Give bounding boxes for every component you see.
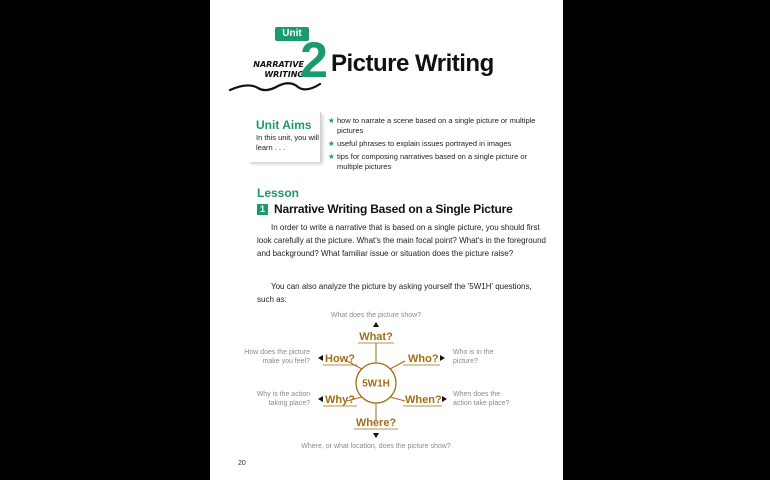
star-icon: ★: [328, 116, 335, 125]
lesson-paragraph-2: You can also analyze the picture by asking yourself the '5W1H' questions, such as:: [257, 282, 532, 304]
who-question-line-1: Who is in the: [453, 349, 494, 356]
aim-text: tips for composing narratives based on a single picture or multiple pictures: [337, 152, 528, 171]
what-label: What?: [359, 331, 393, 343]
arrow-left-icon: [318, 355, 323, 361]
when-question-line-2: action take place?: [453, 400, 510, 407]
genre-line-1: NARRATIVE: [253, 60, 304, 69]
center-label: 5W1H: [362, 378, 390, 390]
why-question-line-2: taking place?: [268, 400, 310, 407]
aim-item: [328, 152, 553, 172]
textbook-page: [210, 0, 563, 480]
unit-aims-box: [248, 112, 321, 162]
arrow-left-icon: [318, 396, 323, 402]
lesson-label: Lesson: [257, 186, 300, 200]
star-icon: ★: [328, 139, 335, 148]
how-label: How?: [325, 353, 355, 365]
why-question-line-1: Why is the action: [256, 391, 310, 398]
how-question-line-2: make you feel?: [262, 358, 310, 365]
star-icon: ★: [328, 152, 335, 161]
scribble-decoration: [228, 78, 328, 96]
page-number: 20: [238, 460, 246, 467]
unit-aims-subtitle: In this unit, you will learn . . .: [256, 133, 319, 152]
aim-item: [328, 116, 553, 136]
aim-item: [328, 139, 553, 149]
when-question-line-1: When does the: [453, 391, 501, 398]
lesson-title: Narrative Writing Based on a Single Picture: [274, 202, 513, 216]
where-label: Where?: [355, 417, 397, 429]
unit-aims-title: Unit Aims: [256, 118, 312, 132]
unit-badge: Unit: [275, 27, 309, 41]
lesson-number: 1: [257, 204, 268, 215]
unit-title: Picture Writing: [331, 50, 494, 77]
when-label: When?: [405, 394, 442, 406]
arrow-right-icon: [442, 396, 447, 402]
unit-aims-list: [328, 116, 553, 175]
where-question: Where, or what location, does the picture show?: [301, 443, 451, 450]
aim-text: how to narrate a scene based on a single picture or multiple pictures: [337, 116, 536, 135]
what-question: What does the picture show?: [330, 312, 422, 319]
genre-line-2: WRITING: [264, 70, 304, 79]
arrow-up-icon: [373, 322, 379, 327]
aim-text: useful phrases to explain issues portrayed in images: [337, 139, 512, 148]
spoke-who: [390, 361, 405, 369]
lesson-paragraph-1: In order to write a narrative that is based on a single picture, you should first look carefully at the picture. What's the main focal point? What's in the foreground and background? What familiar issue or situation does the picture raise?: [257, 223, 546, 258]
who-question-line-2: picture?: [453, 358, 478, 365]
arrow-down-icon: [373, 433, 379, 438]
unit-number: 2: [300, 32, 328, 88]
who-label: Who?: [408, 353, 439, 365]
why-label: Why?: [325, 394, 355, 406]
arrow-right-icon: [440, 355, 445, 361]
5w1h-diagram: [210, 305, 563, 455]
how-question-line-1: How does the picture: [244, 349, 310, 356]
spoke-when: [390, 397, 405, 401]
